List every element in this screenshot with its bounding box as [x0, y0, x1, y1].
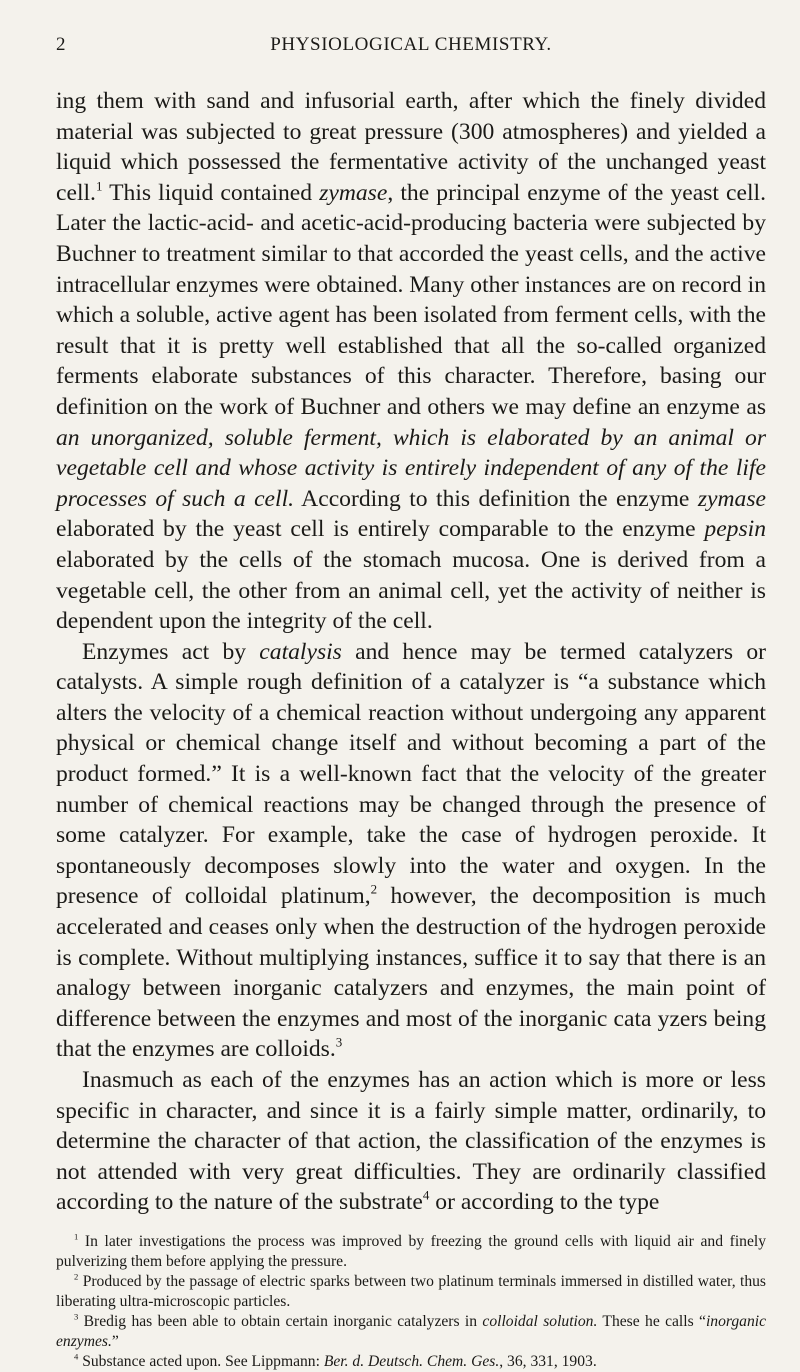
footnotes — [56, 1232, 766, 1372]
footnote-2 — [56, 1272, 766, 1312]
paragraph-2 — [56, 637, 766, 1065]
footnote-1 — [56, 1232, 766, 1272]
citation-journal: Ber. d. Deutsch. Chem. Ges. — [323, 1352, 500, 1370]
text-run: or according to the type — [429, 1189, 660, 1216]
footnote-mark: 1 — [74, 1231, 79, 1242]
footnote-mark: 4 — [74, 1351, 79, 1362]
body-text — [56, 86, 766, 1218]
footnote-text: Produced by the passage of electric sparks between two platinum terminals immersed in distilled water, thus liberating ultra-microscopic particles. — [56, 1272, 766, 1310]
footnote-text: ” — [111, 1332, 119, 1350]
footnote-italic: inorganic enzymes. — [56, 1312, 766, 1350]
footnote-4 — [56, 1352, 766, 1372]
page-header — [56, 22, 766, 56]
footnote-text: In later investigations the process was improved by freezing the ground cells with liquid air and finely pulverizing them before applying the pressure. — [56, 1232, 766, 1270]
page — [56, 22, 766, 1372]
term-zymase: zymase — [697, 485, 766, 512]
enzyme-definition: an unorganized, soluble ferment, which is elaborated by an animal or vegetable cell and whose activity is entirely independent of any of the life processes of such a cell. — [56, 424, 766, 512]
footnote-ref-1: 1 — [95, 178, 103, 194]
footnote-italic: colloidal solution. — [482, 1312, 598, 1330]
footnote-text: Bredig has been able to obtain certain inorganic catalyzers in — [78, 1312, 483, 1330]
footnote-mark: 2 — [74, 1271, 79, 1282]
text-run: and hence may be termed catalyzers or catalysts. A simple rough definition of a catalyzer is “a substance which alters the velocity of a chemical reaction without undergoing any apparent physical or chemical change itself and without becoming a part of the product formed.” It is a well-known fact that the velocity of the greater number of chemical reactions may be changed through the presence of some catalyzer. For example, take the case of hydrogen peroxide. It spontaneously decomposes slowly into the water and oxygen. In the presence of colloidal platinum, — [56, 638, 766, 910]
text-run: Inasmuch as each of the enzymes has an action which is more or less specific in character, and since it is a fairly simple matter, ordinarily, to determine the character of that action, the classification of the enzymes is not attended with very great difficulties. They are ordinarily classified according to the nature of the substrate — [56, 1067, 766, 1216]
footnote-text: Substance acted upon. See Lippmann: — [78, 1352, 324, 1370]
footnote-ref-2: 2 — [370, 881, 378, 897]
term-pepsin: pepsin — [704, 516, 766, 543]
text-run: This liquid contained — [102, 179, 320, 206]
text-run: , the principal enzyme of the yeast cell. Later the lactic-acid- and acetic-acid-producing bacteria were subjected by Buchner to treatment similar to that accorded the yeast cells, and the active intracellular enzymes were obtained. Many other instances are on record in which a soluble, active agent has been isolated from ferment cells, with the result that it is pretty well established that all the so-called organized ferments elaborate substances of this character. Therefore, basing our definition on the work of Buchner and others we may define an enzyme as — [56, 179, 766, 420]
footnote-text: , 36, 331, 1903. — [499, 1352, 597, 1370]
footnote-ref-4: 4 — [422, 1187, 430, 1203]
footnote-mark: 3 — [74, 1311, 79, 1322]
footnote-text: These he calls “ — [597, 1312, 706, 1330]
text-run: elaborated by the yeast cell is entirely comparable to the enzyme — [56, 516, 705, 543]
text-run: elaborated by the cells of the stomach mucosa. One is derived from a vegetable cell, the other from an animal cell, yet the activity of neither is dependent upon the integrity of the cell. — [56, 546, 766, 635]
paragraph-1 — [56, 86, 766, 637]
page-number: 2 — [56, 34, 67, 55]
text-run: however, the decomposition is much accelerated and ceases only when the destruction of the hydrogen peroxide is complete. Without multiplying instances, suffice it to say that there is an analogy between inorganic catalyzers and enzymes, the main point of difference between the enzymes and most of the inorganic cata yzers being that the enzymes are colloids. — [56, 883, 766, 1063]
footnote-3 — [56, 1312, 766, 1352]
footnote-ref-3: 3 — [335, 1034, 343, 1050]
text-run: Enzymes act by — [82, 638, 260, 665]
term-zymase: zymase — [319, 179, 388, 206]
term-catalysis: catalysis — [259, 638, 342, 665]
text-run: According to this definition the enzyme — [294, 485, 698, 512]
text-run: ing them with sand and infusorial earth, after which the finely divided material was subjected to great pressure (300 atmospheres) and yielded a liquid which possessed the fermentative activity of the unchanged yeast cell. — [56, 88, 766, 206]
running-title: PHYSIOLOGICAL CHEMISTRY. — [270, 34, 552, 55]
paragraph-3 — [56, 1065, 766, 1218]
